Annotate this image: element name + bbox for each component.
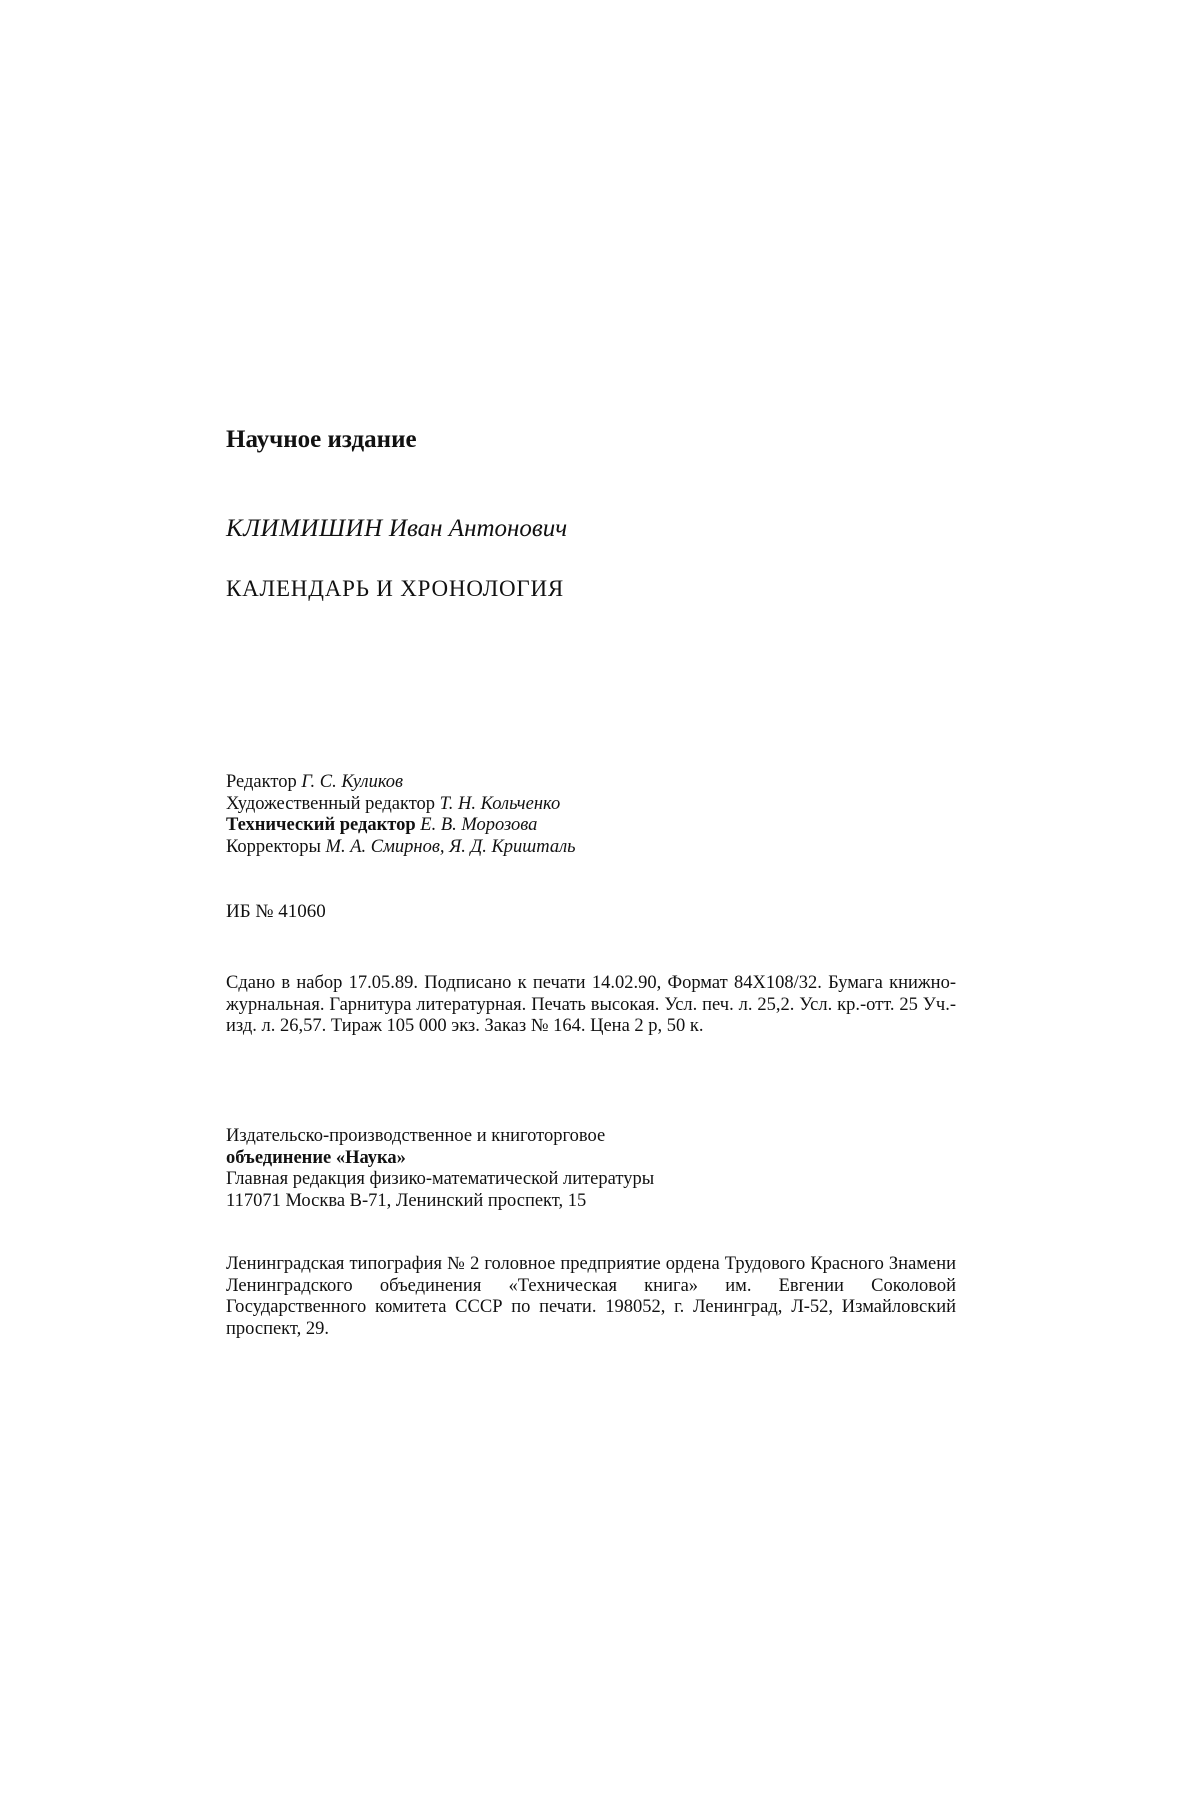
credit-technical-editor: [226, 815, 956, 837]
edition-type-heading: Научное издание: [226, 426, 417, 453]
credit-name: М. А. Смирнов, Я. Д. Кришталь: [325, 836, 576, 857]
credit-art-editor: [226, 794, 956, 816]
author-surname: КЛИМИШИН: [226, 515, 383, 542]
publisher-name: объединение «Наука»: [226, 1147, 406, 1168]
credit-name: Т. Н. Кольченко: [439, 793, 561, 814]
ib-number: ИБ № 41060: [226, 901, 326, 922]
author-given-names: Иван Антонович: [388, 515, 568, 542]
publisher-line: Издательско-производственное и книготорговое: [226, 1126, 606, 1146]
credit-proofreaders: [226, 837, 956, 859]
publisher-block: [226, 1126, 956, 1212]
credit-role: Редактор: [226, 772, 297, 792]
credit-editor: [226, 772, 956, 794]
book-title: КАЛЕНДАРЬ И ХРОНОЛОГИЯ: [226, 576, 565, 601]
publisher-address: 117071 Москва В-71, Ленинский проспект, 15: [226, 1190, 587, 1211]
credit-role: Технический редактор: [226, 815, 416, 835]
author-name: [226, 514, 956, 544]
publisher-line: Главная редакция физико-математической литературы: [226, 1169, 655, 1189]
credit-role: Художественный редактор: [226, 793, 436, 814]
credit-role: Корректоры: [226, 836, 321, 857]
credit-name: Е. В. Морозова: [420, 815, 538, 835]
credit-name: Г. С. Куликов: [301, 772, 404, 792]
imprint-paragraph: Сдано в набор 17.05.89. Подписано к печати 14.02.90, Формат 84Х108/32. Бумага книжно-журнальная. Гарнитура литературная. Печать высокая. Усл. печ. л. 25,2. Усл. кр.-отт. 25 Уч.-изд. л. 26,57. Тираж 105 000 экз. Заказ № 164. Цена 2 р, 50 к.: [226, 973, 956, 1036]
printer-paragraph: Ленинградская типография № 2 головное предприятие ордена Трудового Красного Знамени Ленинградского объединения «Техническая книга» им. Евгении Соколовой Государственного комитета СССР по печати. 198052, г. Ленинград, Л-52, Измайловский проспект, 29.: [226, 1254, 956, 1339]
credits-list: [226, 772, 956, 858]
